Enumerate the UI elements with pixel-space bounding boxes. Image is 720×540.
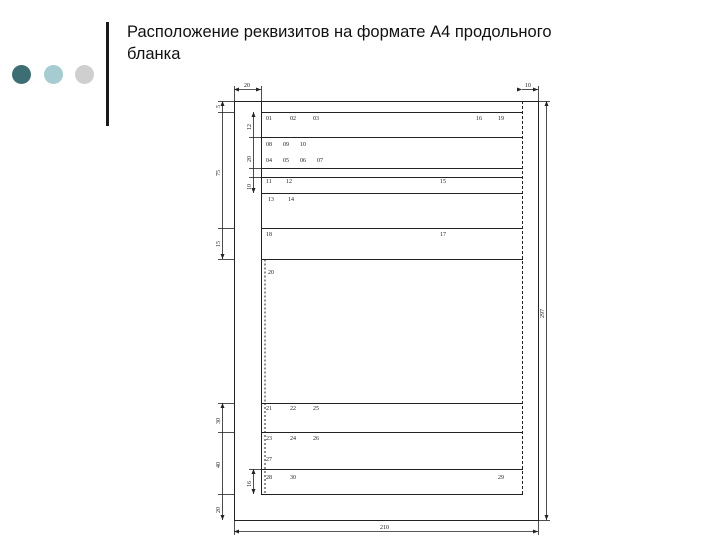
arrowhead — [517, 88, 522, 92]
requisite-17: 17 — [440, 232, 446, 238]
requisite-04: 04 — [266, 158, 272, 164]
requisite-01: 01 — [266, 116, 272, 122]
requisite-27: 27 — [266, 457, 272, 463]
requisite-12: 12 — [286, 179, 292, 185]
requisite-28: 28 — [266, 475, 272, 481]
requisite-03: 03 — [313, 116, 319, 122]
requisite-02: 02 — [290, 116, 296, 122]
requisite-15: 15 — [440, 179, 446, 185]
slide-title-line-2: бланка — [127, 45, 181, 63]
arrowhead — [221, 254, 225, 259]
arrowhead — [533, 530, 538, 534]
dim-label-75: 75 — [216, 170, 222, 176]
requisite-13: 13 — [268, 197, 274, 203]
requisite-07: 07 — [317, 158, 323, 164]
requisite-26: 26 — [313, 436, 319, 442]
dim-label-15: 15 — [216, 241, 222, 247]
dim-label-top-right: 10 — [525, 83, 531, 89]
requisite-06: 06 — [300, 158, 306, 164]
page-outline — [235, 102, 539, 521]
arrowhead — [545, 515, 549, 520]
arrowhead — [252, 112, 256, 117]
requisite-30: 30 — [290, 475, 296, 481]
dim-label-12: 12 — [247, 124, 253, 130]
requisite-24: 24 — [290, 436, 296, 442]
dim-label-20-bottom: 20 — [216, 507, 222, 513]
requisite-22: 22 — [290, 406, 296, 412]
requisite-05: 05 — [283, 158, 289, 164]
dim-label-10: 10 — [247, 184, 253, 190]
requisite-10: 10 — [300, 142, 306, 148]
requisite-29: 29 — [498, 475, 504, 481]
arrowhead — [221, 515, 225, 520]
requisite-11: 11 — [266, 179, 272, 185]
requisite-16: 16 — [476, 116, 482, 122]
dim-label-16: 16 — [247, 481, 253, 487]
dim-label-top-left: 20 — [244, 83, 250, 89]
requisite-09: 09 — [283, 142, 289, 148]
arrowhead — [256, 88, 261, 92]
dim-label-40: 40 — [216, 462, 222, 468]
dim-label-30: 30 — [216, 418, 222, 424]
requisite-14: 14 — [288, 197, 294, 203]
requisite-19: 19 — [498, 116, 504, 122]
requisite-23: 23 — [266, 436, 272, 442]
requisite-20: 20 — [268, 270, 274, 276]
requisite-08: 08 — [266, 142, 272, 148]
dim-label-5: 5 — [216, 105, 222, 108]
requisite-25: 25 — [313, 406, 319, 412]
slide-title-line-1: Расположение реквизитов на формате А4 продольного — [127, 23, 552, 41]
dim-label-width: 210 — [380, 525, 389, 531]
dim-label-20: 20 — [247, 156, 253, 162]
requisite-21: 21 — [266, 406, 272, 412]
dim-label-height: 297 — [540, 309, 546, 318]
arrowhead — [252, 489, 256, 494]
requisite-18: 18 — [266, 232, 272, 238]
arrowhead — [533, 88, 538, 92]
